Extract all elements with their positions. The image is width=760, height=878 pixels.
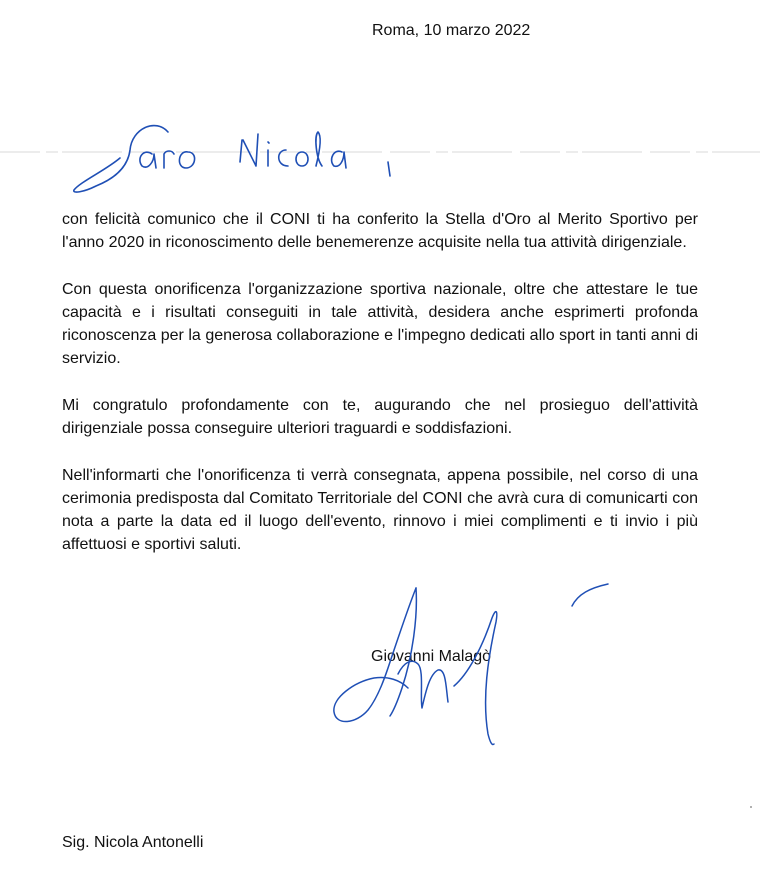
paragraph-1: con felicità comunico che il CONI ti ha conferito la Stella d'Oro al Merito Sportivo per l'anno 2020 in riconoscimento delle benemerenze acquisite nella tua attività dirigenziale. (62, 211, 698, 251)
paragraph-3: Mi congratulo profondamente con te, augurando che nel prosieguo dell'attività dirigenziale possa conseguire ulteriori traguardi e soddisfazioni. (62, 397, 698, 437)
paragraph-4: Nell'informarti che l'onorificenza ti verrà consegnata, appena possibile, nel corso di una cerimonia predisposta dal Comitato Territoriale del CONI che avrà cura di comunicarti con nota a parte la data ed il luogo dell'evento, rinnovo i miei complimenti e ti invio i più affettuosi e sportivi saluti. (62, 467, 698, 553)
handwritten-signature (328, 578, 618, 758)
scan-speck (749, 805, 753, 809)
recipient: Sig. Nicola Antonelli (62, 834, 204, 851)
date-line: Roma, 10 marzo 2022 (372, 22, 531, 39)
signer-name: Giovanni Malagò (371, 648, 492, 665)
paragraph-2: Con questa onorificenza l'organizzazione sportiva nazionale, oltre che attestare le tue capacità e i risultati conseguiti in tale attività, desidera anche esprimerti profonda riconoscenza per la generosa collaborazione e l'impegno dedicati allo sport in tanti anni di servizio. (62, 281, 698, 367)
handwritten-salutation (60, 110, 420, 205)
letter-body (62, 208, 698, 556)
